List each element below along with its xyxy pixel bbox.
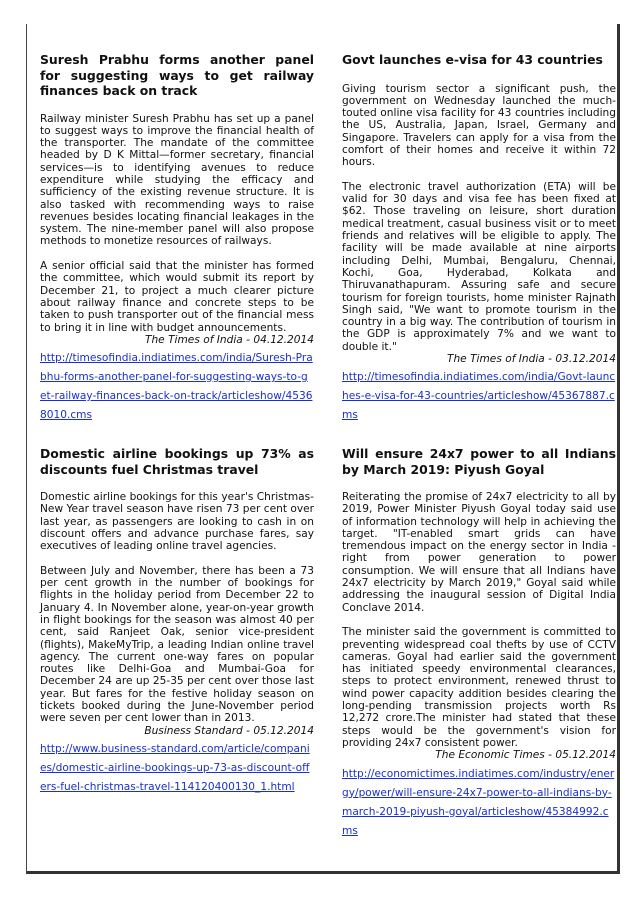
article-headline: Will ensure 24x7 power to all Indians by March 2019: Piyush Goyal	[342, 446, 616, 477]
article-paragraph: Giving tourism sector a significant push, the government on Wednesday launched the much-touted online visa facility for 43 countries including the US, Australia, Japan, Israel, Germany and Singapore. Travelers can apply for a visa from the comfort of their homes and receive it within 72 hours.	[342, 82, 616, 169]
article-source: The Times of India - 04.12.2014	[145, 333, 314, 346]
article-railway-panel	[40, 52, 314, 422]
article-source: Business Standard - 05.12.2014	[144, 724, 314, 737]
article-source: The Economic Times - 05.12.2014	[435, 749, 616, 762]
article-power-goyal	[342, 446, 616, 838]
article-source: The Times of India - 03.12.2014	[447, 353, 616, 366]
article-paragraph: Domestic airline bookings for this year's Christmas-New Year travel season have risen 73 per cent over last year, as passengers are looking to cash in on discount offers and advance purchase fares, say executives of leading online travel agencies.	[40, 491, 314, 553]
article-paragraph: Reiterating the promise of 24x7 electricity to all by 2019, Power Minister Piyush Goyal today said use of information technology will help in achieving the target. "IT-enabled smart grids can have tremendous impact on the energy sector in India - right from power generation to power consumption. We will ensure that all Indians have 24x7 electricity by March 2019," Goyal said while addressing the inaugural session of Digital India Conclave 2014.	[342, 491, 616, 614]
article-paragraph: Railway minister Suresh Prabhu has set up a panel to suggest ways to improve the financial health of the transporter. The mandate of the committee headed by D K Mittal—former secretary, financial services—is to identifying avenues to reduce expenditure while studying the efficacy and sufficiency of the existing revenue structure. It is also tasked with recommending ways to raise revenues besides locating financial leakages in the system. The nine-member panel will also propose methods to monetize resources of railways.	[40, 112, 314, 248]
article-link[interactable]: http://timesofindia.indiatimes.com/india/Suresh-Prabhu-forms-another-panel-for-suggesting-ways-to-get-railway-finances-back-on-track/articleshow/45368010.cms	[40, 352, 313, 422]
article-paragraph: Between July and November, there has been a 73 per cent growth in the number of bookings for flights in the holiday period from December 22 to January 4. In November alone, year-on-year growth in flight bookings for the season was almost 40 per cent, said Ranjeet Oak, senior vice-president (flights), MakeMyTrip, a leading Indian online travel agency. The current one-way fares on popular routes like Delhi-Goa and Mumbai-Goa for December 24 are up 25-35 per cent over those last year. But fares for the festive holiday season on tickets booked during the June-November period were seven per cent lower than in 2013.	[40, 564, 314, 725]
article-link[interactable]: http://www.business-standard.com/article/companies/domestic-airline-bookings-up-73-as-discount-offers-fuel-christmas-travel-114120400130_1.html	[40, 742, 310, 793]
article-paragraph: A senior official said that the minister has formed the committee, which would submit its report by December 21, to project a much clearer picture about railway finance and concrete steps to be taken to push transporter out of the financial mess to bring it in line with budget announcements.	[40, 260, 314, 334]
article-headline: Domestic airline bookings up 73% as discounts fuel Christmas travel	[40, 446, 314, 477]
article-paragraph: The minister said the government is committed to preventing widespread coal thefts by use of CCTV cameras. Goyal had earlier said the government has initiated speedy environmental clearances, steps to protect environment, renewed thrust to wind power capacity addition besides clearing the long-pending transmission projects worth Rs 12,272 crore.The minister had stated that these steps would be the government's vision for providing 24x7 consistent power.	[342, 626, 616, 749]
article-airline-bookings	[40, 446, 314, 794]
article-link[interactable]: http://economictimes.indiatimes.com/industry/energy/power/will-ensure-24x7-power-to-all-indians-by-march-2019-piyush-goyal/articleshow/45384992.cms	[342, 767, 615, 837]
article-e-visa	[342, 52, 616, 422]
article-paragraph: The electronic travel authorization (ETA) will be valid for 30 days and visa fee has been fixed at $62. Those traveling on leisure, short duration medical treatment, casual business visit or to meet friends and relatives will be eligible to apply. The facility will be made available at nine airports including Delhi, Mumbai, Bengaluru, Chennai, Kochi, Goa, Hyderabad, Kolkata and Thiruvanathapuram. Assuring safe and secure tourism for foreign tourists, home minister Rajnath Singh said, "We want to promote tourism in the country in a big way. The contribution of tourism in the GDP is approximately 7% and we want to double it."	[342, 180, 616, 353]
article-headline: Suresh Prabhu forms another panel for suggesting ways to get railway finances back on track	[40, 52, 314, 98]
article-headline: Govt launches e-visa for 43 countries	[342, 52, 603, 67]
article-link[interactable]: http://timesofindia.indiatimes.com/india/Govt-launches-e-visa-for-43-countries/articleshow/45367887.cms	[342, 371, 616, 422]
